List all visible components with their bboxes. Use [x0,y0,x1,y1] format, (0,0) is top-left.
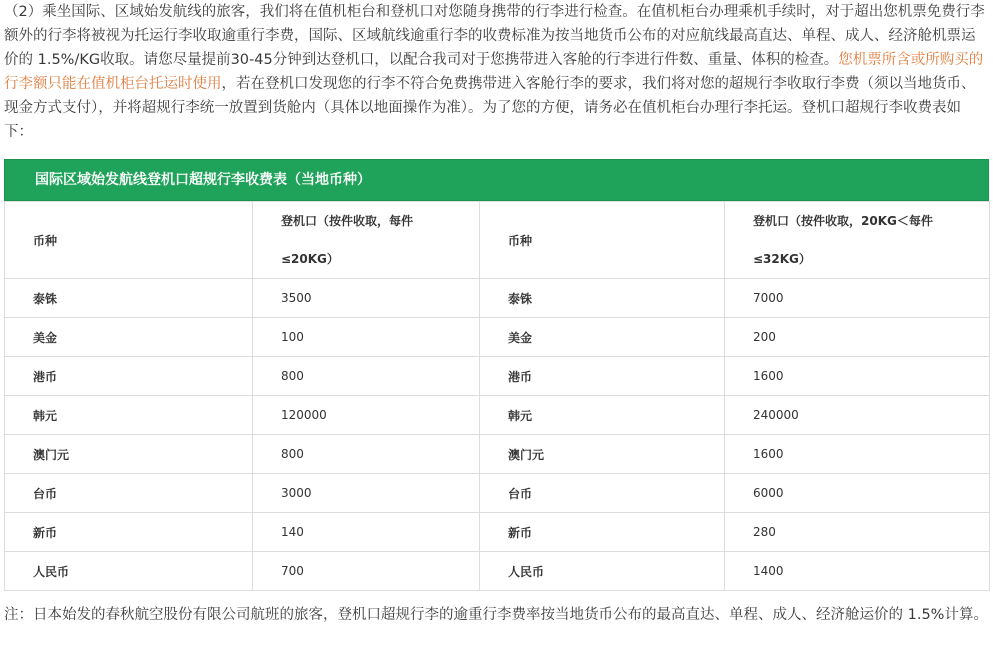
table-row [5,435,990,474]
fee-20kg-cell: 800 [253,435,480,474]
table-row [5,552,990,591]
currency-cell: 新币 [480,513,725,552]
table-row [5,513,990,552]
fee-32kg-cell: 200 [725,318,990,357]
fee-32kg-cell: 7000 [725,279,990,318]
fee-32kg-cell: 280 [725,513,990,552]
currency-cell: 澳门元 [480,435,725,474]
fee-20kg-cell: 100 [253,318,480,357]
currency-cell: 韩元 [480,396,725,435]
header-fee-32kg-line1: 登机口（按件收取，20KG＜每件 [753,214,933,228]
fee-20kg-cell: 3000 [253,474,480,513]
currency-cell: 美金 [5,318,253,357]
fee-20kg-cell: 700 [253,552,480,591]
currency-cell: 台币 [480,474,725,513]
intro-text-part2: ，若在登机口发现您的行李不符合免费携带进入客舱行李的要求，我们将对您的超规行李收取行李费（须以当地货币、现金方式支付），并将超规行李统一放置到货舱内（具体以地面操作为准）。为了您的方便，请务必在值机柜台办理行李托运。登机口超规行李收费表如下： [4,76,976,140]
currency-cell: 泰铢 [5,279,253,318]
currency-cell: 泰铢 [480,279,725,318]
currency-cell: 韩元 [5,396,253,435]
header-fee-20kg-line2: ≤20KG） [281,252,339,266]
currency-cell: 人民币 [5,552,253,591]
fee-20kg-cell: 140 [253,513,480,552]
currency-cell: 港币 [5,357,253,396]
fee-32kg-cell: 6000 [725,474,990,513]
currency-cell: 港币 [480,357,725,396]
fee-table-title: 国际区域始发航线登机口超规行李收费表（当地币种） [4,159,989,201]
header-currency-left: 币种 [5,202,253,279]
currency-cell: 台币 [5,474,253,513]
footnote: 注：日本始发的春秋航空股份有限公司航班的旅客，登机口超规行李的逾重行李费率按当地货币公布的最高直达、单程、成人、经济舱运价的 1.5%计算。 [4,607,988,623]
currency-cell: 澳门元 [5,435,253,474]
fee-32kg-cell: 240000 [725,396,990,435]
header-fee-32kg-line2: ≤32KG） [753,252,811,266]
currency-cell: 人民币 [480,552,725,591]
table-row [5,279,990,318]
fee-20kg-cell: 120000 [253,396,480,435]
fee-table-container [4,159,989,591]
fee-20kg-cell: 3500 [253,279,480,318]
table-row [5,396,990,435]
intro-paragraph [4,0,989,144]
fee-table [4,201,990,591]
table-row [5,474,990,513]
currency-cell: 美金 [480,318,725,357]
currency-cell: 新币 [5,513,253,552]
fee-32kg-cell: 1600 [725,435,990,474]
table-row [5,318,990,357]
fee-table-header-row [5,202,990,279]
header-fee-20kg-line1: 登机口（按件收取，每件 [281,214,414,228]
intro-highlight-text: 您机票所含或所购买的行李额只能在值机柜台托运时使用 [4,52,984,92]
header-fee-20kg [253,202,480,279]
header-currency-right: 币种 [480,202,725,279]
intro-text-part1: （2）乘坐国际、区域始发航线的旅客，我们将在值机柜台和登机口对您随身携带的行李进行检查。在值机柜台办理乘机手续时，对于超出您机票免费行李额外的行李将被视为托运行李收取逾重行李费，国际、区域航线逾重行李的收费标准为按当地货币公布的对应航线最高直达、单程、成人、经济舱机票运价的 1.5%/KG收取。请您尽量提前30-45分钟到达登机口，以配合我司对于您携带进入客舱的行李进行件数、重量、体积的检查。 [4,4,985,68]
fee-32kg-cell: 1600 [725,357,990,396]
fee-32kg-cell: 1400 [725,552,990,591]
header-fee-32kg [725,202,990,279]
table-row [5,357,990,396]
fee-20kg-cell: 800 [253,357,480,396]
